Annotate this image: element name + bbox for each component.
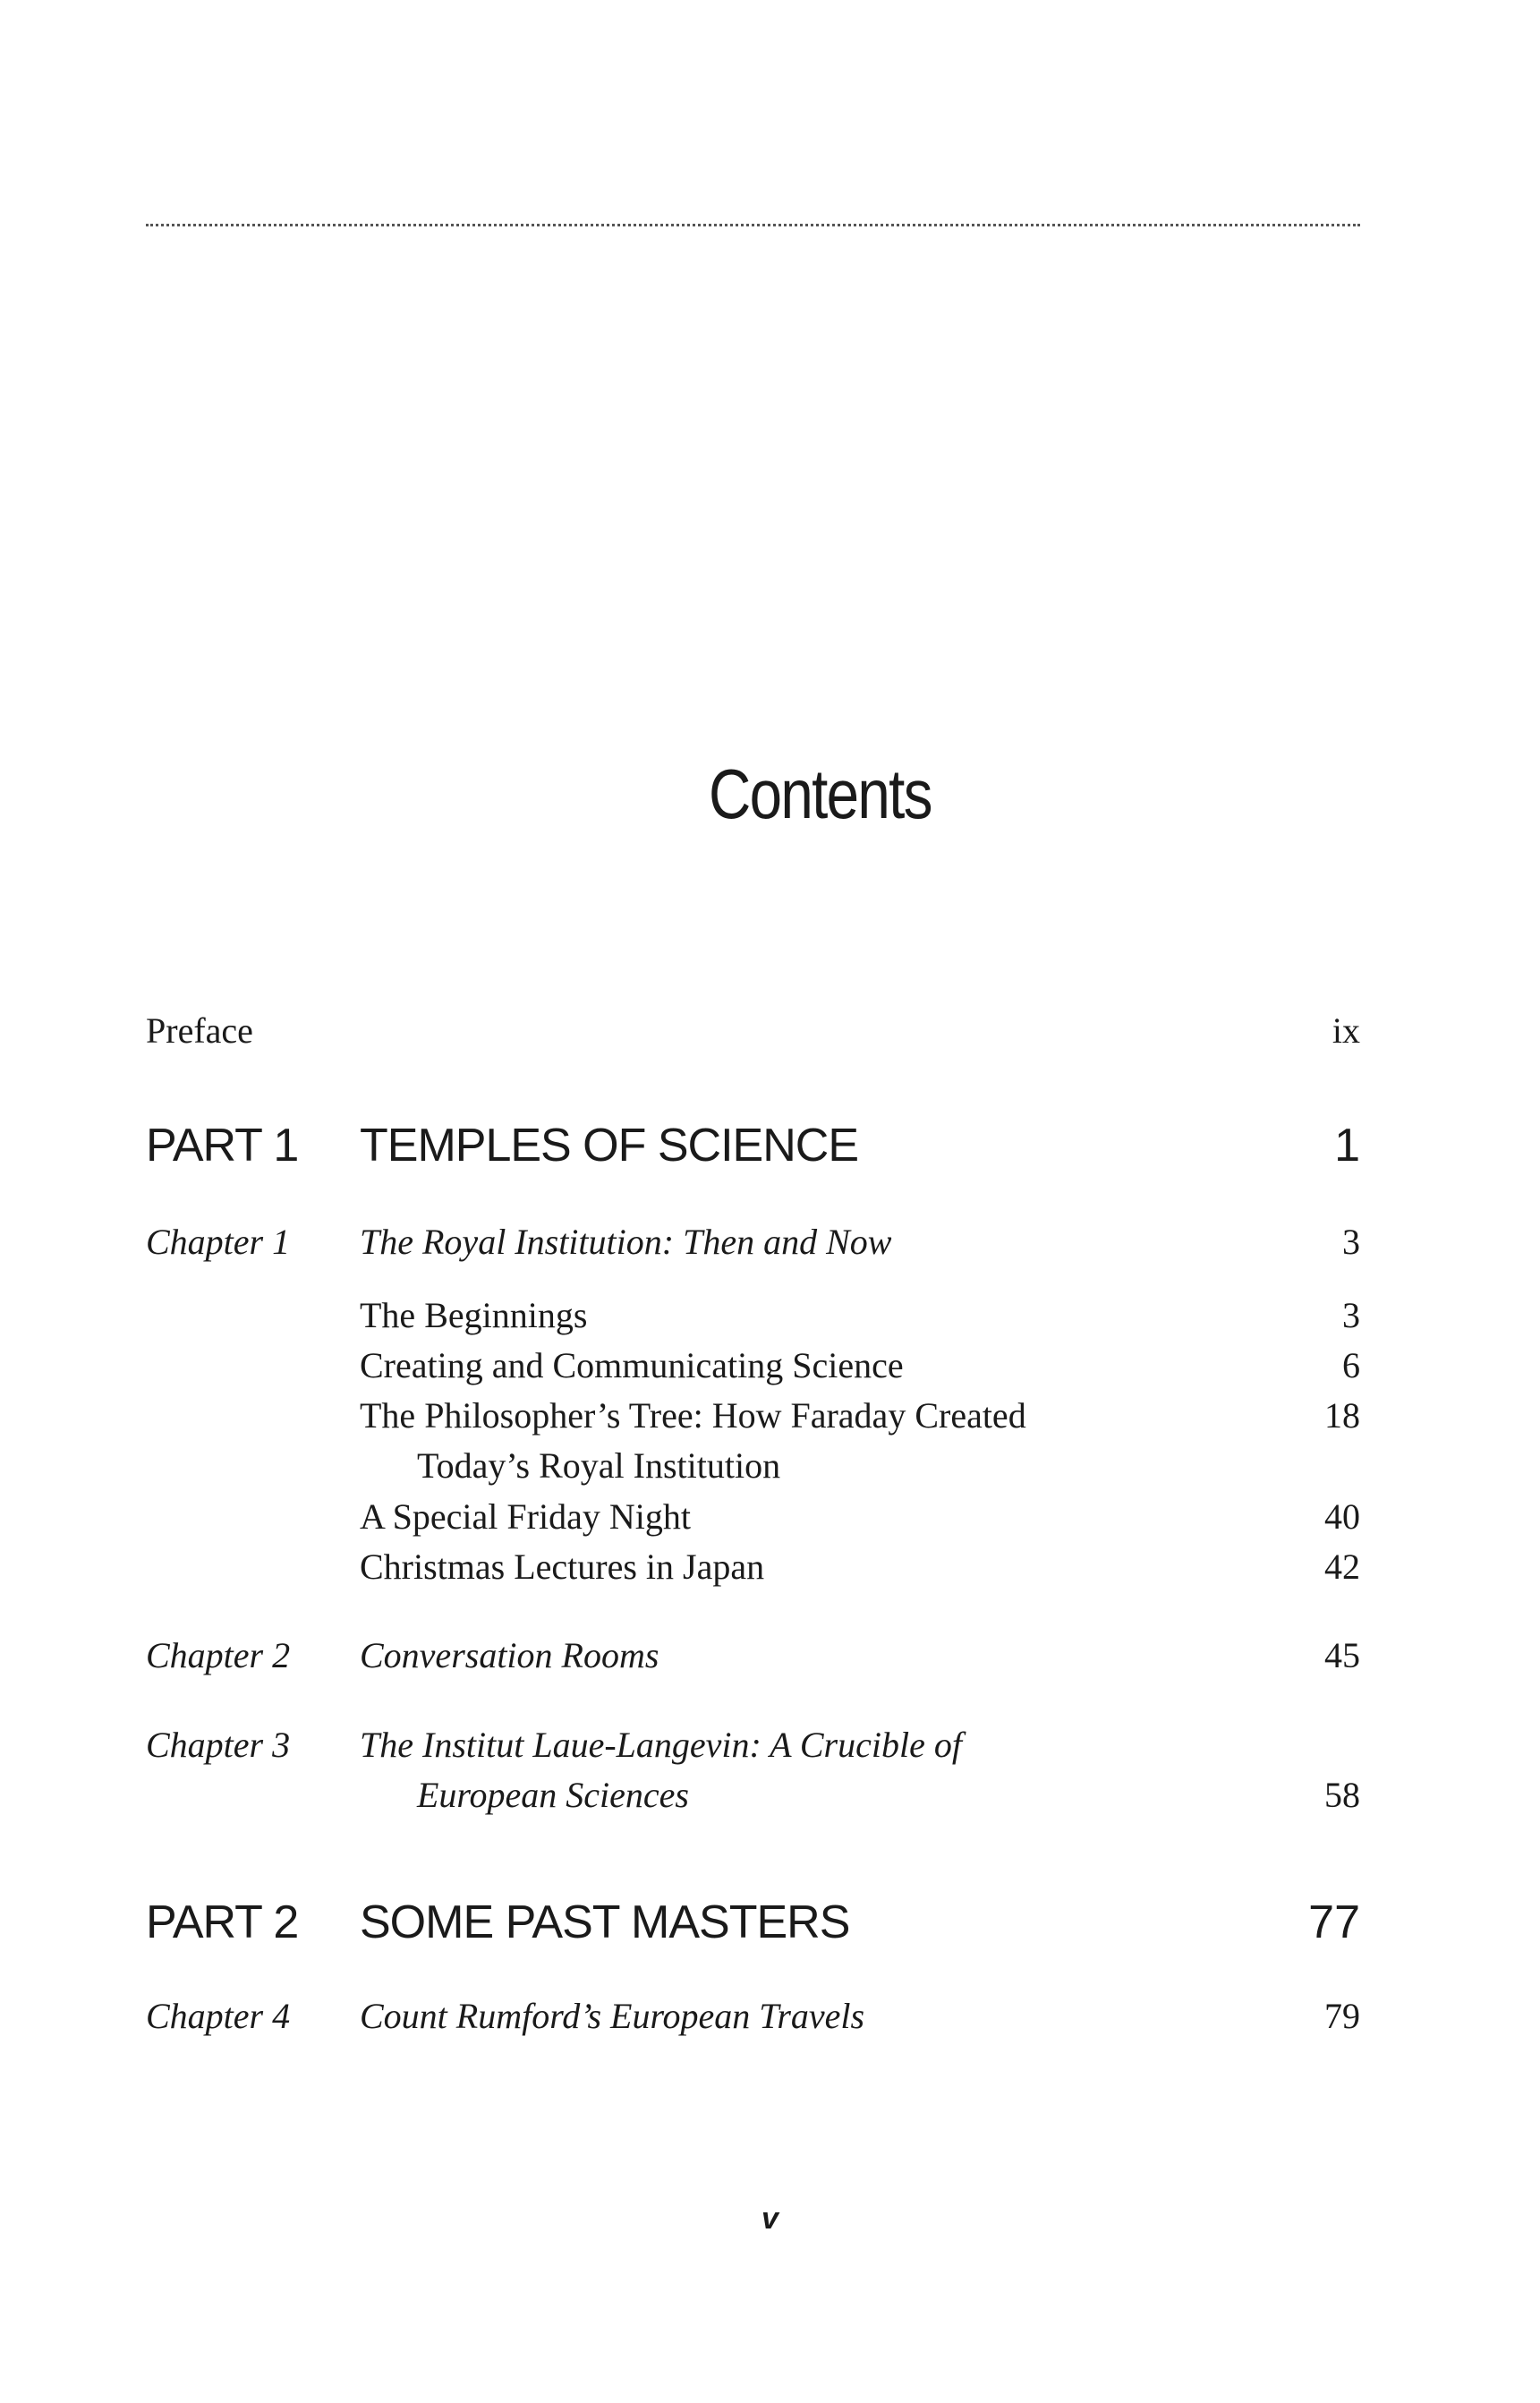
- part-label: PART 1: [146, 1120, 299, 1172]
- top-dotted-rule: [146, 224, 1360, 226]
- toc-chapter-3-continuation[interactable]: [0, 1774, 1540, 1828]
- toc-page-number: 3: [1342, 1222, 1360, 1262]
- toc-page-number: 58: [1324, 1775, 1360, 1815]
- section-title: Christmas Lectures in Japan: [360, 1547, 765, 1587]
- toc-chapter-2[interactable]: [0, 1634, 1540, 1688]
- part-label: PART 2: [146, 1896, 299, 1948]
- toc-chapter-3[interactable]: [0, 1724, 1540, 1777]
- toc-section[interactable]: [0, 1344, 1540, 1398]
- toc-page-number: 79: [1324, 1996, 1360, 2036]
- chapter-label: Chapter 2: [146, 1635, 291, 1675]
- toc-page-number: 77: [1308, 1896, 1360, 1948]
- chapter-title: Conversation Rooms: [360, 1635, 659, 1675]
- toc-page-number: 1: [1334, 1120, 1360, 1172]
- section-title: The Philosopher’s Tree: How Faraday Created: [360, 1395, 1026, 1436]
- chapter-title: The Institut Laue-Langevin: A Crucible of: [360, 1725, 962, 1765]
- page-folio: v: [761, 2202, 779, 2236]
- chapter-label: Chapter 3: [146, 1725, 291, 1765]
- section-title: The Beginnings: [360, 1295, 588, 1335]
- section-title: A Special Friday Night: [360, 1496, 691, 1537]
- part-title: SOME PAST MASTERS: [360, 1896, 850, 1948]
- toc-section[interactable]: [0, 1495, 1540, 1549]
- chapter-title: Count Rumford’s European Travels: [360, 1996, 865, 2036]
- toc-page-number: 18: [1324, 1395, 1360, 1436]
- chapter-title-continuation: European Sciences: [417, 1775, 689, 1815]
- toc-chapter-1[interactable]: [0, 1221, 1540, 1274]
- part-title: TEMPLES OF SCIENCE: [360, 1120, 858, 1172]
- toc-part-1[interactable]: [0, 1119, 1540, 1172]
- toc-section[interactable]: [0, 1394, 1540, 1448]
- toc-part-2[interactable]: [0, 1896, 1540, 1949]
- toc-page-number: ix: [1332, 1010, 1360, 1051]
- toc-chapter-4[interactable]: [0, 1995, 1540, 2049]
- section-title-continuation: Today’s Royal Institution: [417, 1445, 781, 1486]
- page-title: Contents: [708, 754, 932, 834]
- toc-entry-preface[interactable]: [0, 1010, 1540, 1063]
- toc-page-number: 6: [1342, 1345, 1360, 1385]
- toc-page-number: 45: [1324, 1635, 1360, 1675]
- toc-page-number: 42: [1324, 1547, 1360, 1587]
- toc-page-number: 3: [1342, 1295, 1360, 1335]
- toc-section[interactable]: [0, 1294, 1540, 1348]
- chapter-label: Chapter 4: [146, 1996, 291, 2036]
- chapter-label: Chapter 1: [146, 1222, 291, 1262]
- toc-section-continuation: [0, 1444, 1540, 1498]
- section-title: Creating and Communicating Science: [360, 1345, 904, 1385]
- toc-section[interactable]: [0, 1546, 1540, 1599]
- toc-entry-label: Preface: [146, 1010, 253, 1051]
- chapter-title: The Royal Institution: Then and Now: [360, 1222, 892, 1262]
- toc-page-number: 40: [1324, 1496, 1360, 1537]
